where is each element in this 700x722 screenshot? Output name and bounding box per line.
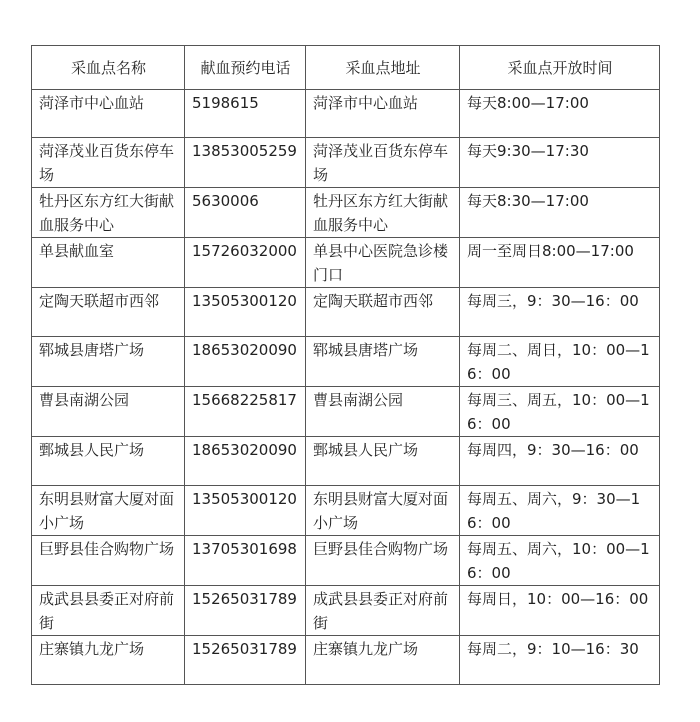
phone-cell: 5630006 <box>185 188 306 238</box>
site-name-cell: 单县献血室 <box>32 238 185 288</box>
hours-cell: 每周三，9：30—16：00 <box>460 288 660 337</box>
address-cell: 牡丹区东方红大街献血服务中心 <box>306 188 460 238</box>
phone-cell: 15726032000 <box>185 238 306 288</box>
hours-cell: 每周四，9：30—16：00 <box>460 437 660 486</box>
site-name-cell: 曹县南湖公园 <box>32 387 185 437</box>
site-name-cell: 郓城县唐塔广场 <box>32 337 185 387</box>
header-hours: 采血点开放时间 <box>460 46 660 90</box>
header-phone: 献血预约电话 <box>185 46 306 90</box>
table-row <box>32 486 660 536</box>
table-row <box>32 337 660 387</box>
phone-cell: 13853005259 <box>185 138 306 188</box>
phone-cell: 13505300120 <box>185 288 306 337</box>
hours-cell: 每周三、周五，10：00—16：00 <box>460 387 660 437</box>
hours-cell: 每天8:00—17:00 <box>460 90 660 138</box>
address-cell: 成武县县委正对府前街 <box>306 586 460 636</box>
table-row <box>32 387 660 437</box>
table-row <box>32 90 660 138</box>
hours-cell: 周一至周日8:00—17:00 <box>460 238 660 288</box>
header-address: 采血点地址 <box>306 46 460 90</box>
phone-cell: 18653020090 <box>185 437 306 486</box>
hours-cell: 每周日，10：00—16：00 <box>460 586 660 636</box>
hours-cell: 每周五、周六，10：00—16：00 <box>460 536 660 586</box>
table-row <box>32 437 660 486</box>
site-name-cell: 成武县县委正对府前街 <box>32 586 185 636</box>
site-name-cell: 菏泽茂业百货东停车场 <box>32 138 185 188</box>
address-cell: 菏泽市中心血站 <box>306 90 460 138</box>
phone-cell: 15265031789 <box>185 636 306 685</box>
address-cell: 定陶天联超市西邻 <box>306 288 460 337</box>
hours-cell: 每周五、周六，9：30—16：00 <box>460 486 660 536</box>
site-name-cell: 菏泽市中心血站 <box>32 90 185 138</box>
site-name-cell: 庄寨镇九龙广场 <box>32 636 185 685</box>
address-cell: 郓城县唐塔广场 <box>306 337 460 387</box>
hours-cell: 每天9:30—17:30 <box>460 138 660 188</box>
header-row <box>32 46 660 90</box>
site-name-cell: 定陶天联超市西邻 <box>32 288 185 337</box>
site-name-cell: 巨野县佳合购物广场 <box>32 536 185 586</box>
address-cell: 庄寨镇九龙广场 <box>306 636 460 685</box>
address-cell: 鄄城县人民广场 <box>306 437 460 486</box>
site-name-cell: 鄄城县人民广场 <box>32 437 185 486</box>
phone-cell: 15265031789 <box>185 586 306 636</box>
address-cell: 单县中心医院急诊楼门口 <box>306 238 460 288</box>
phone-cell: 13705301698 <box>185 536 306 586</box>
address-cell: 曹县南湖公园 <box>306 387 460 437</box>
header-site-name: 采血点名称 <box>32 46 185 90</box>
table-row <box>32 536 660 586</box>
table-row <box>32 288 660 337</box>
phone-cell: 13505300120 <box>185 486 306 536</box>
phone-cell: 18653020090 <box>185 337 306 387</box>
table-row <box>32 238 660 288</box>
table-row <box>32 586 660 636</box>
phone-cell: 5198615 <box>185 90 306 138</box>
hours-cell: 每周二、周日，10：00—16：00 <box>460 337 660 387</box>
site-name-cell: 牡丹区东方红大街献血服务中心 <box>32 188 185 238</box>
blood-donation-sites-table <box>31 45 660 685</box>
address-cell: 东明县财富大厦对面小广场 <box>306 486 460 536</box>
hours-cell: 每天8:30—17:00 <box>460 188 660 238</box>
table-row <box>32 138 660 188</box>
address-cell: 菏泽茂业百货东停车场 <box>306 138 460 188</box>
site-name-cell: 东明县财富大厦对面小广场 <box>32 486 185 536</box>
table-row <box>32 188 660 238</box>
hours-cell: 每周二，9：10—16：30 <box>460 636 660 685</box>
phone-cell: 15668225817 <box>185 387 306 437</box>
address-cell: 巨野县佳合购物广场 <box>306 536 460 586</box>
table-row <box>32 636 660 685</box>
